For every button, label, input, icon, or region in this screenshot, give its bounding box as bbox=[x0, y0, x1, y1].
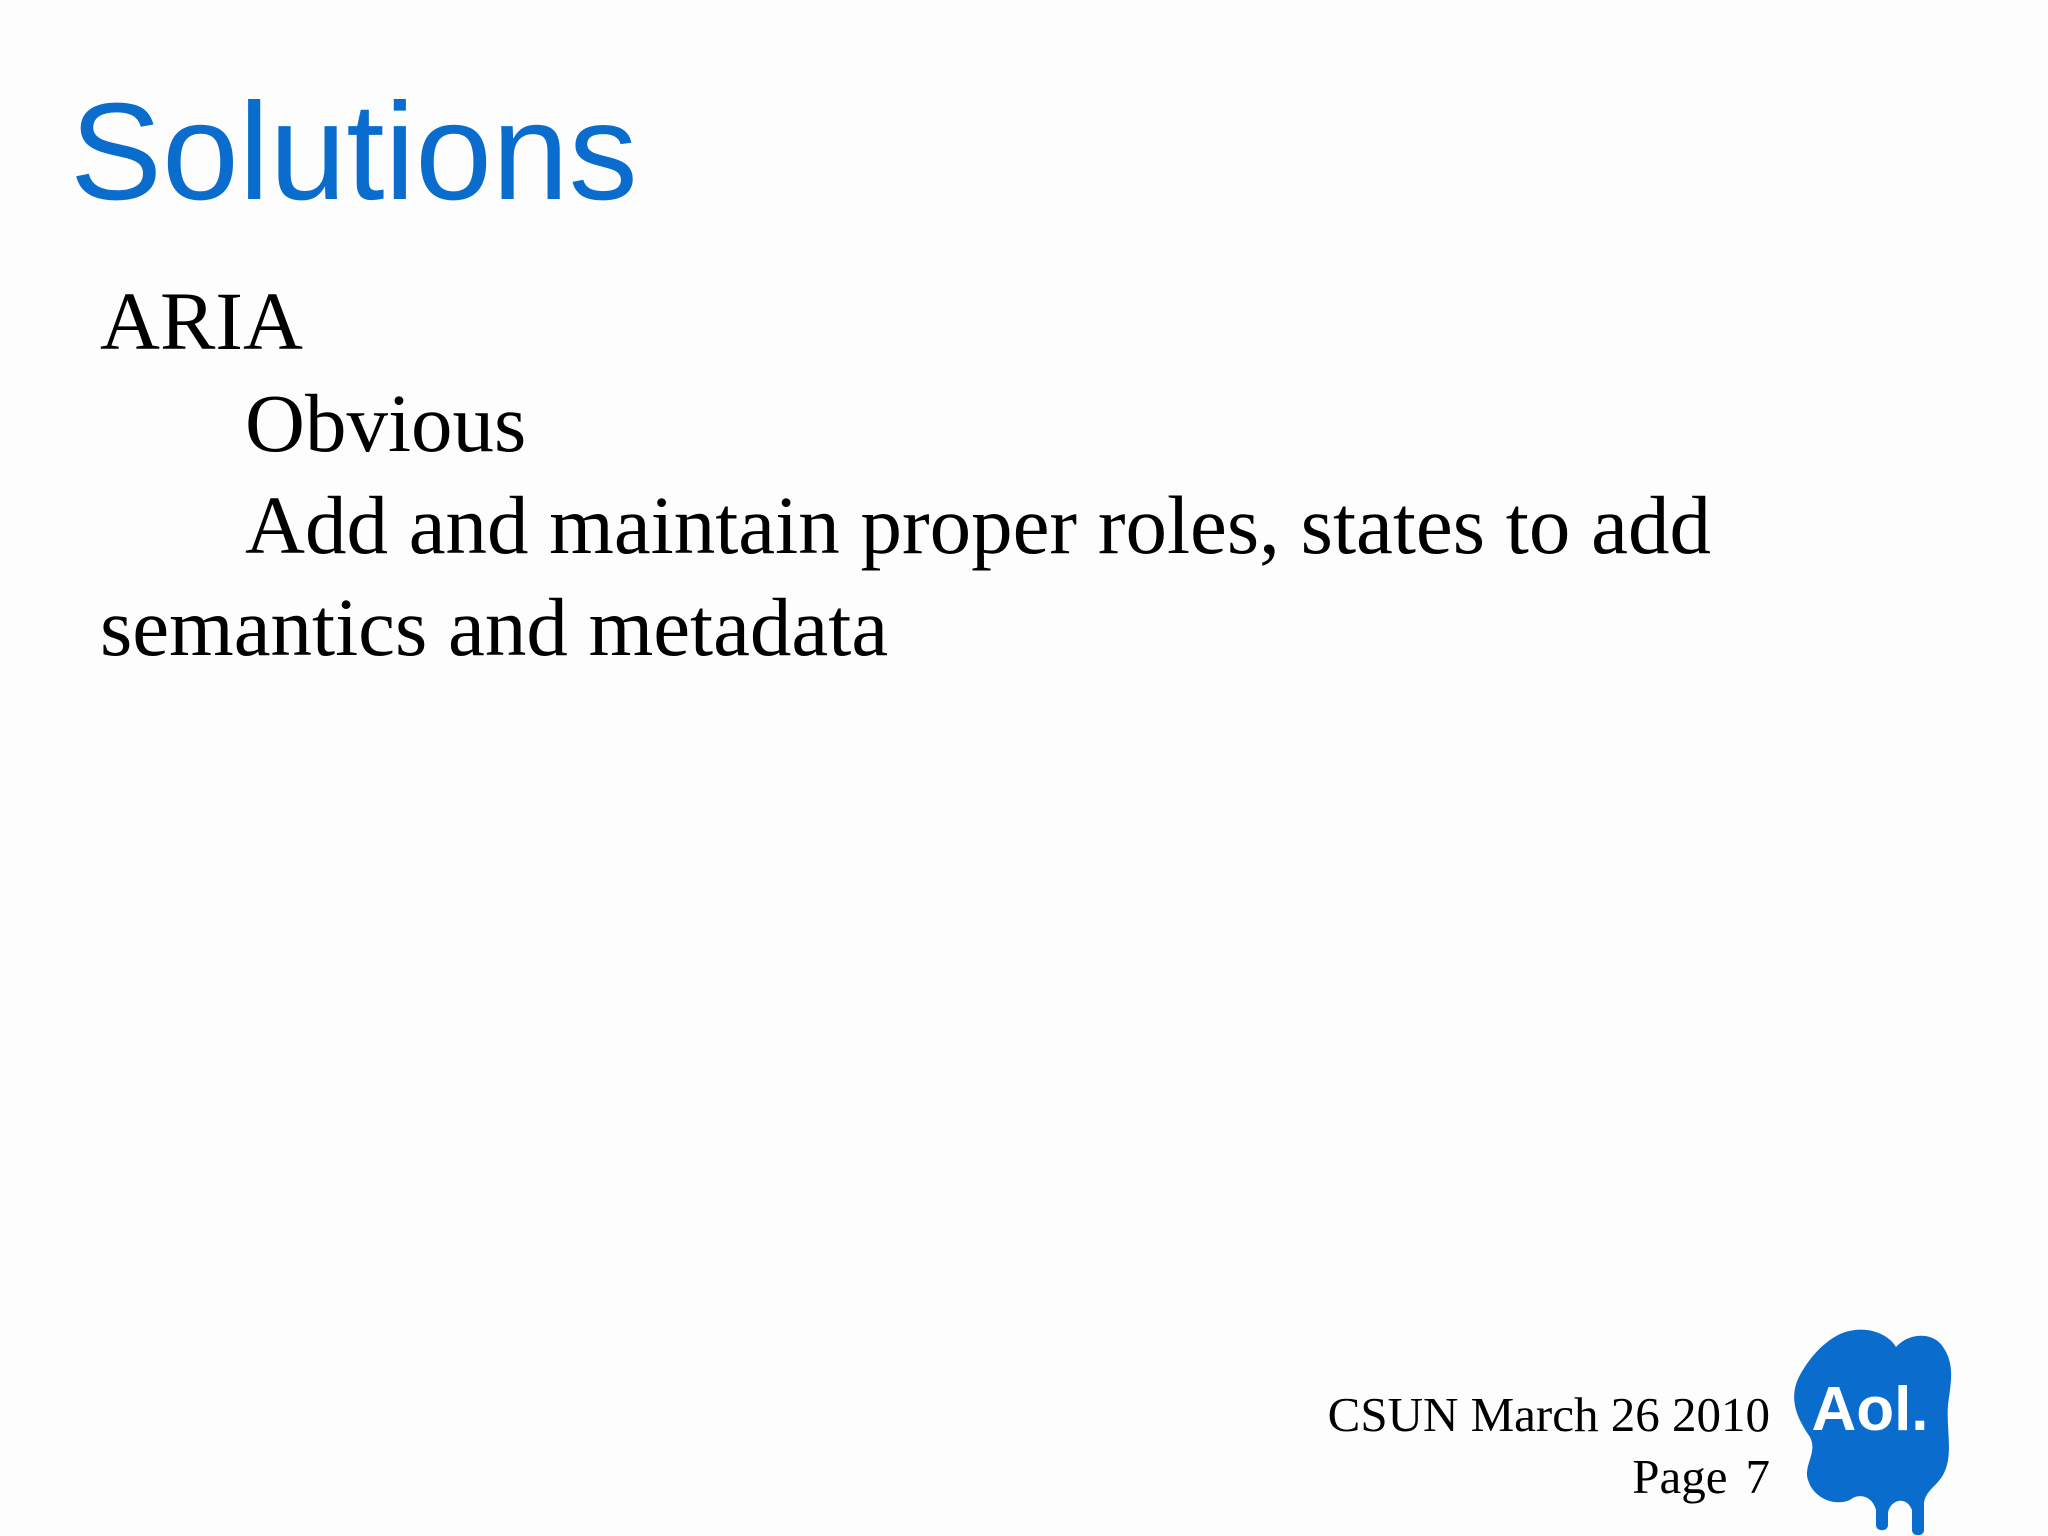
body-sub-item: Obvious bbox=[245, 377, 527, 469]
footer-page-number: 7 bbox=[1745, 1449, 1770, 1504]
footer-page-label: Page bbox=[1632, 1449, 1728, 1504]
body-heading: ARIA bbox=[100, 275, 303, 367]
body-sub-item: Add and maintain proper roles, states to add bbox=[245, 479, 1711, 571]
slide-body bbox=[100, 270, 1800, 678]
aol-logo bbox=[1778, 1325, 1958, 1535]
logo-wordmark: Aol. bbox=[1811, 1375, 1929, 1444]
footer-page bbox=[1328, 1446, 1770, 1508]
slide-footer bbox=[1328, 1384, 1770, 1508]
body-continuation: semantics and metadata bbox=[100, 581, 889, 673]
footer-event: CSUN March 26 2010 bbox=[1327, 1387, 1770, 1442]
slide-title: Solutions bbox=[70, 75, 638, 229]
